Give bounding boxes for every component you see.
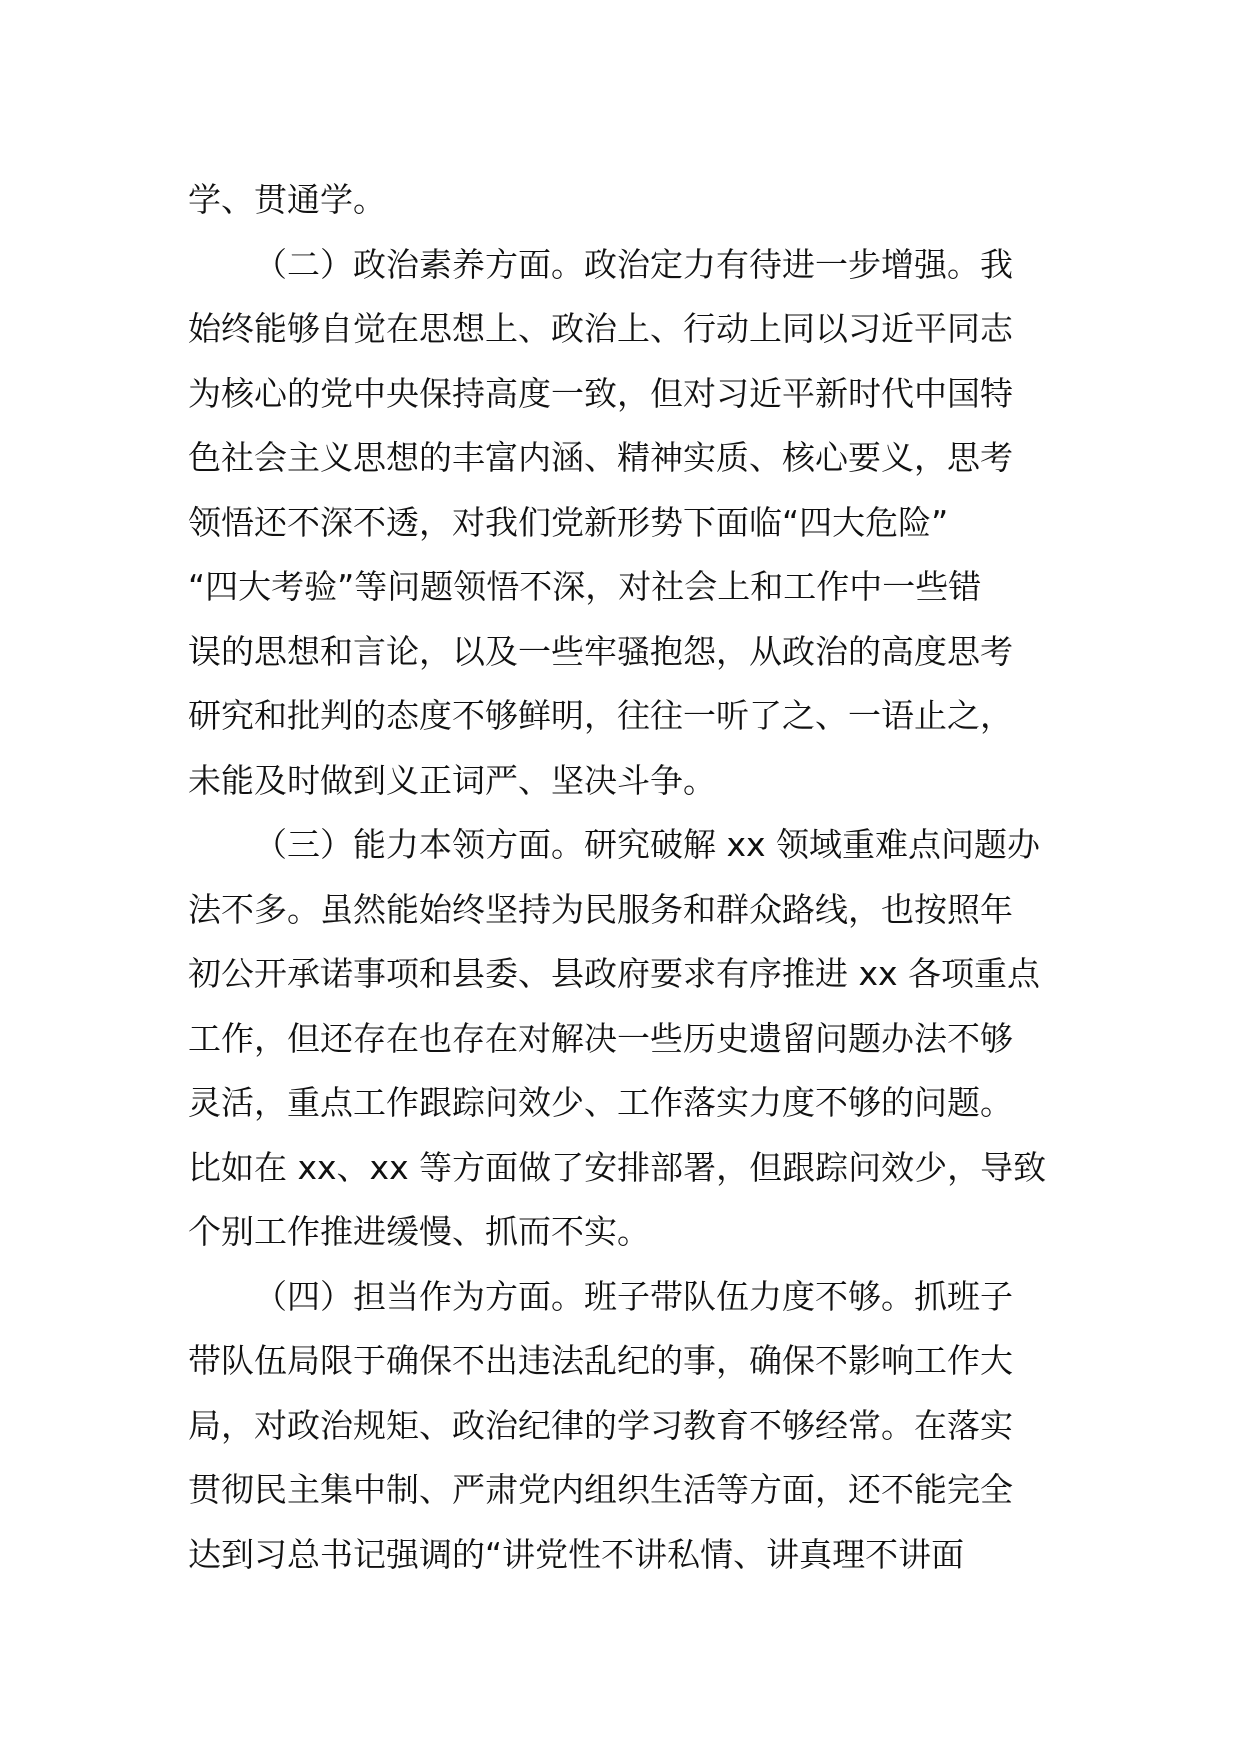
text-line: 始终能够自觉在思想上、政治上、行动上同以习近平同志 [188,309,1013,348]
text-line: 比如在 xx、xx 等方面做了安排部署，但跟踪问效少，导致 [188,1147,1047,1187]
text-line: 达到习总书记强调的“讲党性不讲私情、讲真理不讲面 [188,1534,965,1574]
text-line: 学、贯通学。 [188,180,386,219]
text-line: 领悟还不深不透，对我们党新形势下面临“四大危险” [188,502,949,542]
text-line: 局，对政治规矩、政治纪律的学习教育不够经常。在落实 [188,1405,1013,1445]
text-line: 为核心的党中央保持高度一致，但对习近平新时代中国特 [188,373,1013,413]
text-line: 带队伍局限于确保不出违法乱纪的事，确保不影响工作大 [188,1341,1013,1380]
paragraph-heading-4: （四）担当作为方面。班子带队伍力度不够。抓班子 [254,1276,1013,1316]
paragraph-heading-2: （二）政治素养方面。政治定力有待进一步增强。我 [254,244,1013,284]
text-line: 未能及时做到义正词严、坚决斗争。 [188,760,716,800]
text-line: 研究和批判的态度不够鲜明，往往一听了之、一语止之， [188,696,1013,735]
text-line: 误的思想和言论，以及一些牢骚抱怨，从政治的高度思考 [188,631,1013,671]
text-line: 贯彻民主集中制、严肃党内组织生活等方面，还不能完全 [188,1470,1013,1509]
text-line: 工作，但还存在也存在对解决一些历史遗留问题办法不够 [188,1018,1013,1058]
text-line: 个别工作推进缓慢、抓而不实。 [188,1212,650,1251]
paragraph-heading-3: （三）能力本领方面。研究破解 xx 领域重难点问题办 [254,825,1041,864]
text-line: “四大考验”等问题领悟不深，对社会上和工作中一些错 [188,567,982,606]
text-line: 初公开承诺事项和县委、县政府要求有序推进 xx 各项重点 [188,954,1041,993]
text-line: 灵活，重点工作跟踪问效少、工作落实力度不够的问题。 [188,1083,1013,1122]
text-line: 色社会主义思想的丰富内涵、精神实质、核心要义，思考 [188,438,1013,477]
text-line: 法不多。虽然能始终坚持为民服务和群众路线，也按照年 [188,889,1013,929]
body-text [188,168,1058,1587]
